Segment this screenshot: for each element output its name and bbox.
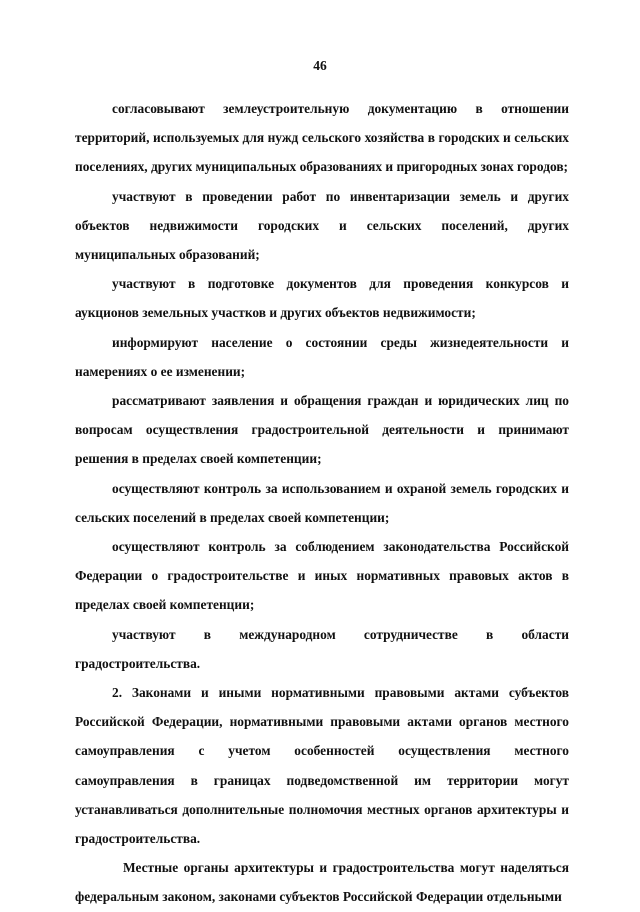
paragraph-international: участвуют в международном сотрудничестве в области градостроительства. (75, 626, 569, 671)
paragraph-legislation-control: осуществляют контроль за соблюдением законодательства Российской Федерации о градостроительстве и иных нормативных правовых актов в пределах своей компетенции; (75, 539, 569, 613)
paragraph-land-control: осуществляют контроль за использованием и охраной земель городских и сельских поселений в пределах своей компетенции; (75, 480, 569, 525)
document-body (75, 94, 569, 912)
paragraph-land-documentation: согласовывают землеустроительную документацию в отношении территорий, используемых для нужд сельского хозяйства в городских и сельских поселениях, других муниципальных образованиях и пригородных зонах городов; (75, 101, 569, 175)
paragraph-applications: рассматривают заявления и обращения граждан и юридических лиц по вопросам осуществления градостроительной деятельности и принимают решения в пределах своей компетенции; (75, 393, 569, 467)
paragraph-auctions: участвуют в подготовке документов для проведения конкурсов и аукционов земельных участков и других объектов недвижимости; (75, 276, 569, 321)
paragraph-federal-powers: Местные органы архитектуры и градостроительства могут наделяться федеральным законом, законами субъектов Российской Федерации отдельными (75, 860, 569, 905)
paragraph-section-2: 2. Законами и иными нормативными правовыми актами субъектов Российской Федерации, нормативными правовыми актами органов местного самоуправления с учетом особенностей осуществления местного самоуправления в границах подведомственной им территории могут устанавливаться дополнительные полномочия местных органов архитектуры и градостроительства. (75, 685, 569, 847)
paragraph-inform-population: информируют население о состоянии среды жизнедеятельности и намерениях о ее изменении; (75, 334, 569, 379)
paragraph-inventory: участвуют в проведении работ по инвентаризации земель и других объектов недвижимости городских и сельских поселений, других муниципальных образований; (75, 188, 569, 263)
page-number: 46 (313, 58, 327, 73)
